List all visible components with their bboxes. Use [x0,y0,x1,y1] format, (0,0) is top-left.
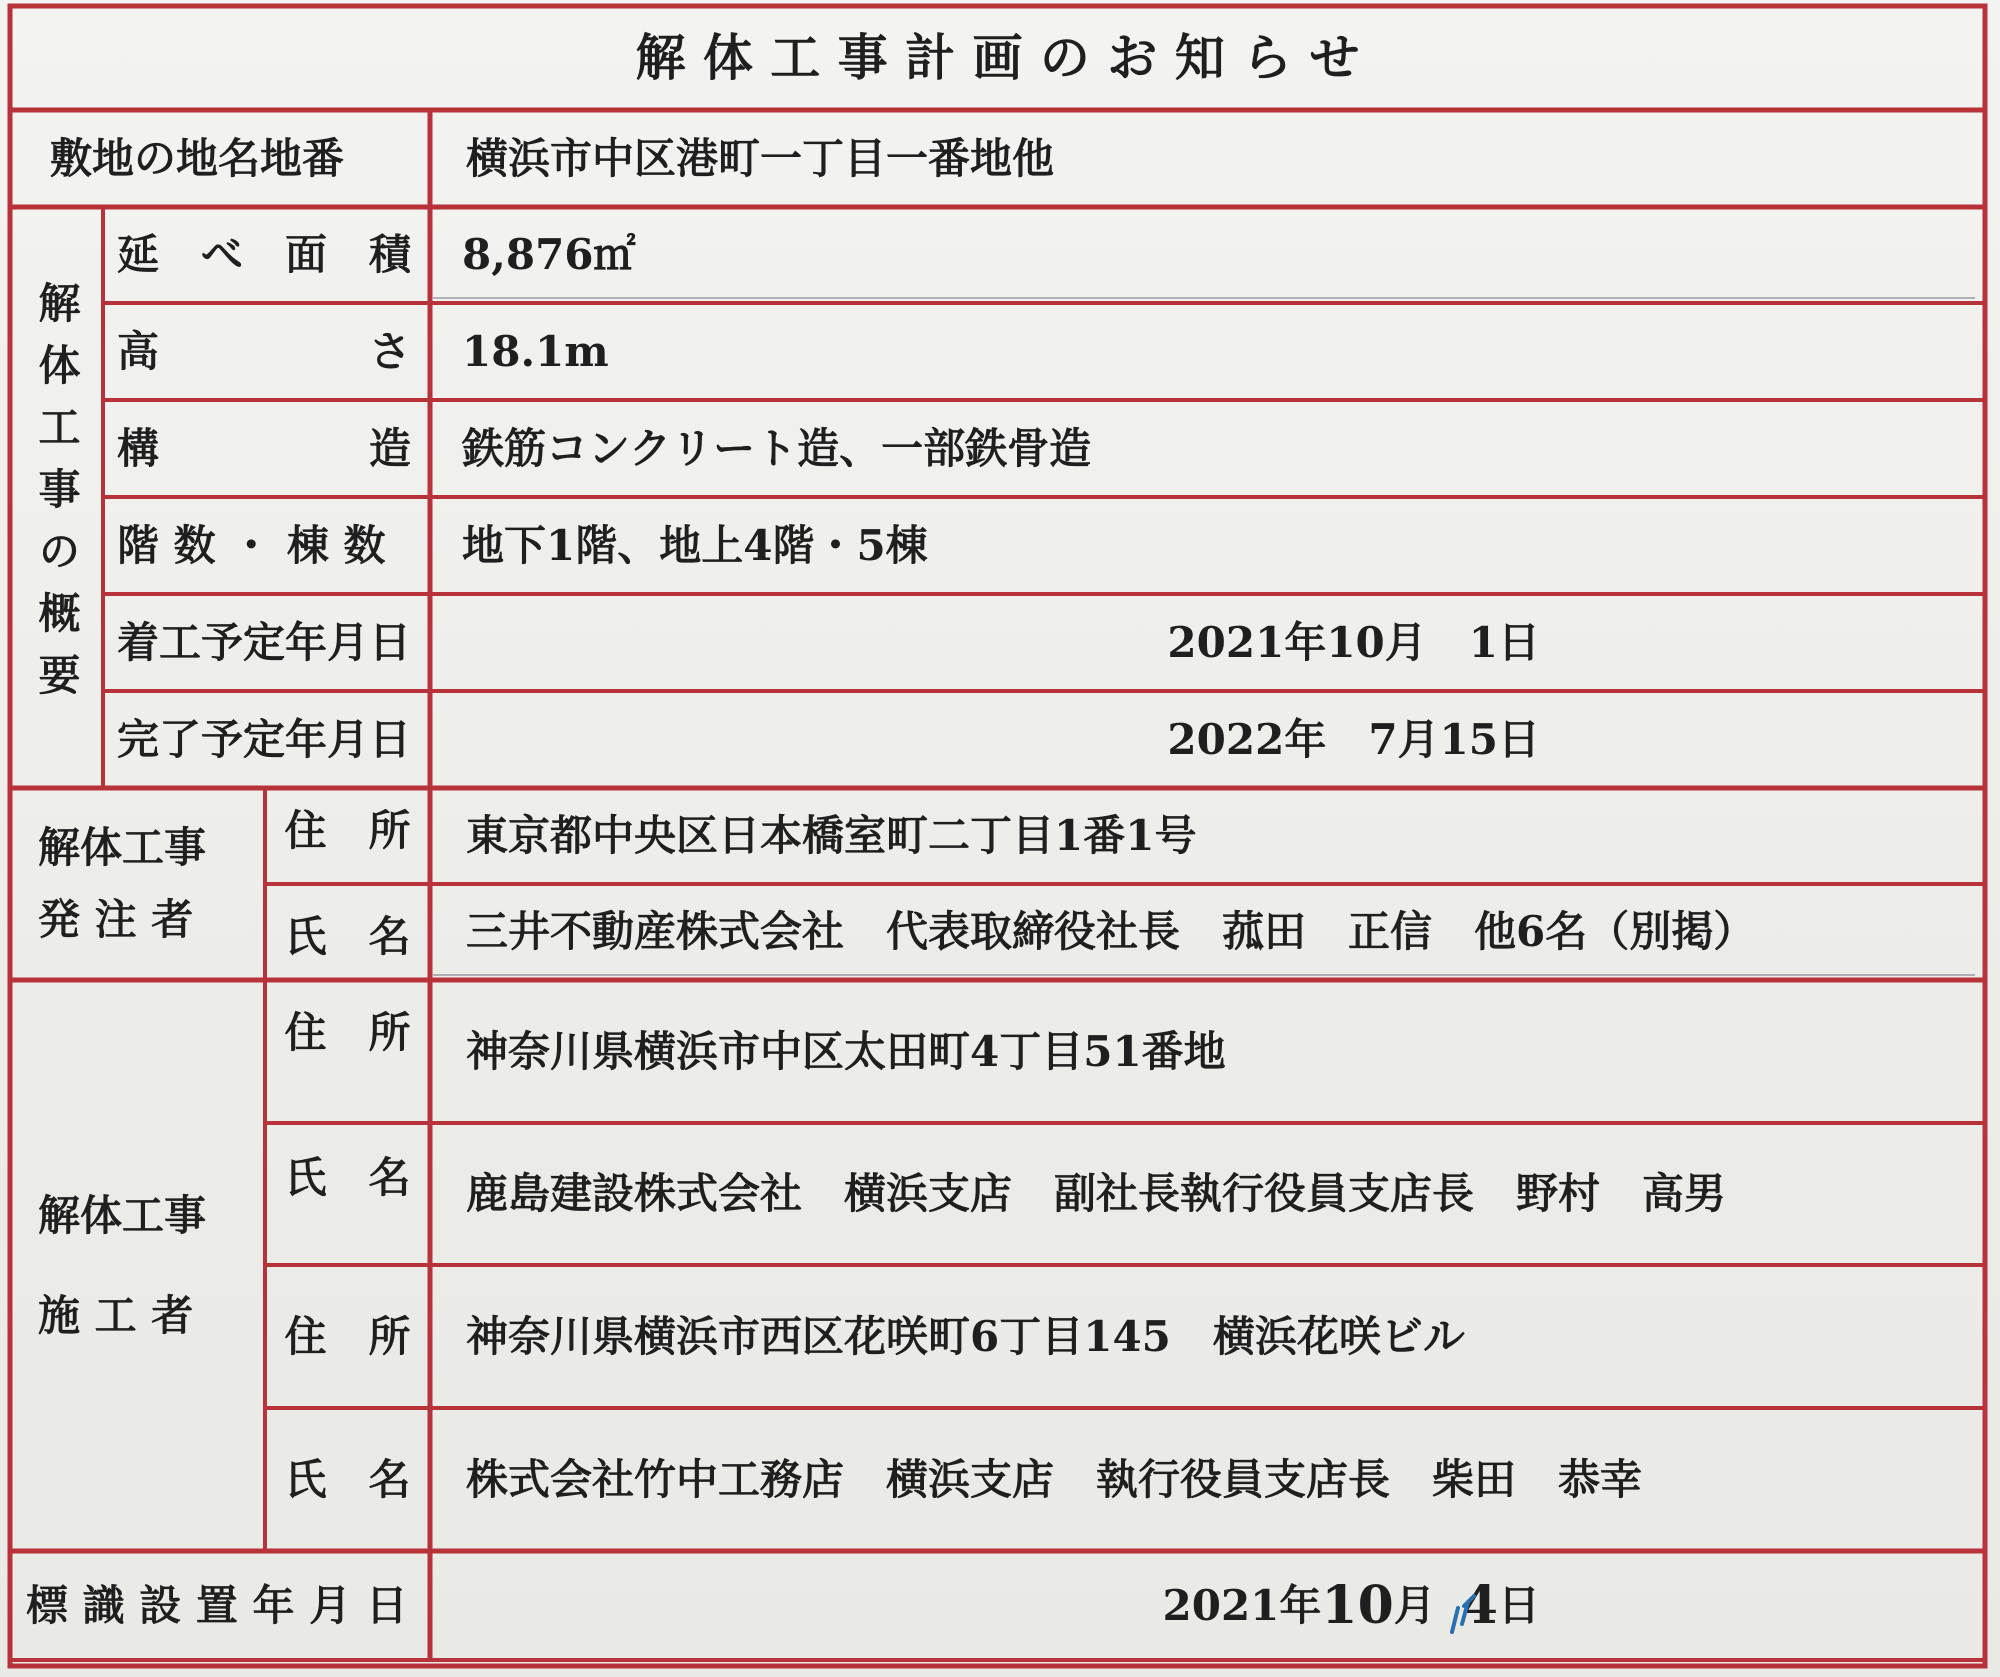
contractor-group-label-line1: 解体工事 [38,1190,207,1240]
overview-row-value [430,400,1985,497]
contractor1-name: 鹿島建設株式会社 横浜支店 副社長執行役員支店長 野村 高男 [466,1169,1727,1218]
client-address-cell [430,788,1985,884]
sign-date-day-unit: 日 [1497,1580,1540,1630]
structure-label: 構 造 [117,423,412,473]
overview-row-label [103,497,430,594]
sign-date-label: 標 識 設 置 年 月 日 [26,1580,408,1630]
contractor-name-label-cell [265,1123,430,1265]
contractor2-address: 神奈川県横浜市西区花咲町6丁目145 横浜花咲ビル [466,1311,1465,1361]
client-name-label: 氏 名 [284,912,411,961]
contractor2-name-label: 氏 名 [284,1454,411,1504]
client-address-label: 住 所 [284,806,411,855]
pen-mark [1440,1580,1490,1640]
title-text: 解 体 工 事 計 画 の お 知 ら せ [635,28,1360,87]
contractor-group-label-line2: 施 工 者 [38,1290,194,1340]
floor-area-value: 8,876㎡ [462,230,636,279]
overview-row-value [430,594,1540,691]
contractor-address-cell [430,1265,1985,1408]
contractor-group-label-cell [10,980,265,1551]
floors-buildings-value: 地下1階、地上4階・5棟 [462,520,928,570]
overview-row-label [103,594,430,691]
contractor-address-label-cell [265,980,430,1123]
contractor2-name: 株式会社竹中工務店 横浜支店 執行役員支店長 柴田 恭幸 [466,1454,1643,1504]
sign-date-label-cell [10,1551,430,1660]
sign-date-month-unit: 月 [1393,1580,1436,1630]
end-date-value: 2022年 7月15日 [1167,714,1540,764]
height-value: 18.1m [462,326,609,376]
notice-title [10,6,1985,110]
end-date-label: 完了予定年月日 [117,714,412,764]
structure-value: 鉄筋コンクリート造、一部鉄骨造 [462,423,1092,473]
client-name: 三井不動産株式会社 代表取締役社長 菰田 正信 他6名（別掲） [466,907,1756,956]
site-value: 横浜市中区港町一丁目一番地他 [466,133,1055,183]
client-group-label-cell [10,788,265,980]
start-date-label: 着工予定年月日 [117,617,412,667]
contractor-name-cell [430,1123,1985,1265]
site-value-cell [430,110,1985,207]
site-label: 敷地の地名地番 [50,133,345,183]
start-date-value: 2021年10月 1日 [1167,617,1540,667]
client-address: 東京都中央区日本橋室町二丁目1番1号 [466,811,1197,860]
sign-date-month: 10 [1321,1574,1394,1636]
site-label-cell [10,110,430,207]
overview-row-label [103,303,430,400]
contractor1-name-label: 氏 名 [284,1153,411,1202]
client-address-label-cell [265,788,430,884]
sign-date-day: 4 [1461,1574,1498,1636]
contractor-address-cell [430,980,1985,1123]
contractor-name-cell [430,1408,1985,1551]
client-name-cell [430,884,1985,980]
overview-row-value [430,303,1985,400]
overview-row-label [103,400,430,497]
overview-row-label [103,207,430,303]
contractor2-address-label: 住 所 [284,1311,411,1361]
overview-row-value [430,497,1985,594]
overview-group-label: 解体工事の概要 [32,280,82,715]
overview-row-value [430,691,1540,788]
sign-date-cell [430,1551,1540,1660]
sign-date-year: 2021年 [1162,1580,1322,1630]
overview-group-label-cell [10,207,103,788]
contractor-name-label-cell [265,1408,430,1551]
floor-area-label: 延 べ 面 積 [117,230,412,279]
overview-row-value [430,207,1985,303]
contractor1-address: 神奈川県横浜市中区太田町4丁目51番地 [466,1026,1226,1076]
contractor-address-label-cell [265,1265,430,1408]
client-name-label-cell [265,884,430,980]
floors-buildings-label: 階 数 ・ 棟 数 [117,520,386,570]
contractor1-address-label: 住 所 [284,1008,411,1057]
height-label: 高 さ [117,326,412,376]
overview-row-label [103,691,430,788]
client-group-label-line2: 発 注 者 [38,895,194,944]
client-group-label-line1: 解体工事 [38,823,207,872]
